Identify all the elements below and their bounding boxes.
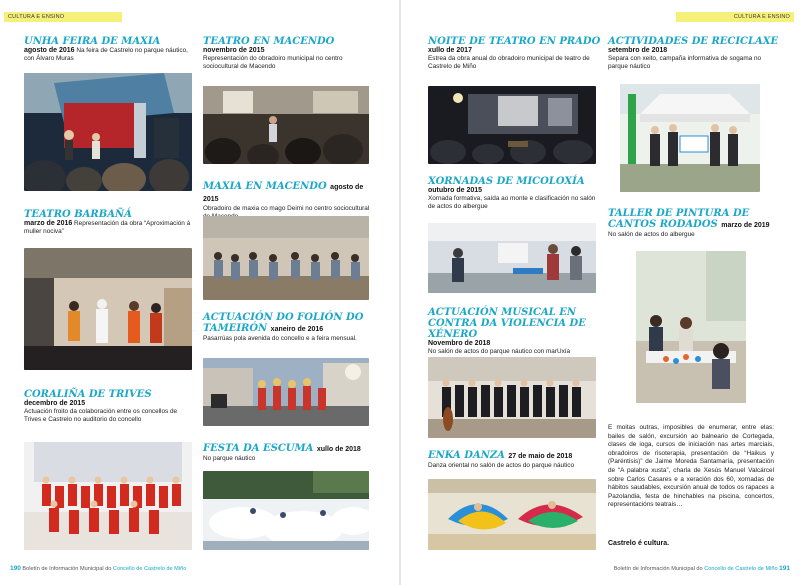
- article-enka: [428, 450, 603, 470]
- article-description: Estrea da obra anual do obradoiro municipal de teatro de Castrelo de Miño: [428, 55, 590, 71]
- page-number-left: 190: [10, 565, 21, 572]
- article-description: No salón de actos do albergue: [608, 231, 695, 238]
- photo-magic-show: [24, 73, 192, 191]
- footer-highlight: Concello de Castrelo de Miño: [112, 566, 187, 572]
- page-spine: [399, 0, 401, 585]
- article-date: Novembro de 2018: [428, 340, 491, 347]
- footer-left: [10, 565, 186, 572]
- article-date: marzo de 2016: [24, 220, 73, 227]
- photo-musical-group: [428, 357, 596, 438]
- article-date: agosto de 2015: [203, 184, 364, 203]
- article-musical: [428, 307, 603, 356]
- article-title: ENKA DANZA: [428, 450, 505, 461]
- footer-highlight: Concello de Castrelo de Miño: [704, 566, 778, 572]
- article-description: Pasarrúas pola avenida do concello e a feira mensual.: [203, 335, 357, 342]
- article-pintura: [608, 208, 780, 239]
- photo-painting-workshop: [636, 251, 746, 403]
- photo-magic-macendo: [203, 216, 369, 300]
- article-title: TEATRO EN MACENDO: [203, 36, 335, 47]
- photo-choir: [24, 442, 192, 550]
- photo-foam-party: [203, 471, 369, 550]
- article-title: TEATRO BARBAÑÁ: [24, 209, 132, 220]
- article-escuma: [203, 443, 378, 463]
- article-date: xaneiro de 2016: [270, 326, 324, 333]
- article-noite-teatro: [428, 36, 603, 72]
- photo-theatre-barbana: [24, 248, 192, 370]
- photo-folion-parade: [203, 358, 369, 426]
- section-tag-left: CULTURA E ENSINO: [4, 12, 122, 22]
- photo-dance: [428, 479, 596, 550]
- photo-night-theatre: [428, 86, 596, 164]
- footer-text: Boletín de Información Municipal do: [613, 566, 703, 572]
- footer-text: Boletín de Información Municipal do: [22, 566, 112, 572]
- article-title: CORALIÑA DE TRIVES: [24, 389, 152, 400]
- closing-paragraph: E moitas outras, imposibles de enumerar, entre elas: bailes de salón, excursión ao balneario de Cortegada, clases de ioga, cursos de iniciación nas artes marciais, obradoiros de risoterapia, presentación de “Haikus y (Paréntisis)” de Jaime Moreda Santamaría, presentación de “A palabra xusta”, charla de Xesús Manuel Valcárcel sobre Carlos Casares e a xeración dos 60, xornadas de hábitos saudables, excursión anual de todos os rapaces a Pazolandia, festa de hinchables na piscina, concertos, representacións teatrais…: [608, 424, 774, 509]
- footer-right: [614, 565, 790, 572]
- article-date: decembro de 2015: [24, 400, 86, 407]
- article-date: setembro de 2018: [608, 47, 668, 54]
- article-description: Representación do obradoiro municipal no centro sociocultural de Macendo: [203, 55, 343, 71]
- article-date: agosto de 2016: [24, 47, 75, 54]
- article-teatro-barbana: [24, 209, 194, 236]
- closing-line: Castrelo é cultura.: [608, 540, 670, 547]
- article-date: xullo de 2017: [428, 47, 472, 54]
- article-description: Separa con xeito, campaña informativa de sogama no parque náutico: [608, 55, 762, 71]
- article-description: Representación da obra “Aproximación á muller nociva”: [24, 220, 191, 236]
- article-description: Danza oriental no salón de actos do parque náutico: [428, 462, 575, 469]
- article-description: Actuación froito da colaboración entre os concellos de Trives e Castrelo no auditorio do concello: [24, 408, 178, 424]
- article-date: marzo de 2019: [721, 222, 770, 229]
- article-description: Xornada formativa, saída ao monte e clasificación no salón de actos do albergue: [428, 195, 596, 211]
- article-description: No salón de actos do parque náutico con marUxía: [428, 348, 571, 356]
- article-title: UNHA FEIRA DE MAXIA: [24, 36, 161, 47]
- article-micoloxia: [428, 176, 603, 212]
- article-title: XORNADAS DE MICOLOXÍA: [428, 176, 585, 187]
- article-date: novembro de 2015: [203, 47, 265, 54]
- article-description: Na feira de Castrelo no parque náutico, con Álvaro Muras: [24, 47, 188, 63]
- article-date: xullo de 2018: [316, 446, 361, 453]
- article-title: FESTA DA ESCUMA: [203, 443, 314, 454]
- article-date: outubro de 2015: [428, 187, 483, 194]
- photo-theatre-macendo: [203, 86, 369, 164]
- article-title: ACTUACIÓN DO FOLIÓN DO TAMEIRÓN: [203, 312, 364, 334]
- section-tag-right: CULTURA E ENSINO: [676, 12, 794, 22]
- article-coralina: [24, 389, 194, 425]
- article-title: MAXIA EN MACENDO: [203, 181, 327, 192]
- article-title: TALLER DE PINTURA DE CANTOS RODADOS: [608, 208, 750, 230]
- photo-recycling: [620, 84, 760, 192]
- article-date: 27 de maio de 2018: [508, 453, 573, 460]
- article-title: ACTIVIDADES DE RECICLAXE: [608, 36, 779, 47]
- article-folion: [203, 312, 378, 343]
- article-feira-maxia: [24, 36, 194, 63]
- photo-mycology: [428, 223, 596, 293]
- page-number-right: 191: [779, 565, 790, 572]
- article-description: Obradoiro de maxia co mago Deimi no centro sociocultural: [203, 205, 370, 212]
- article-title: NOITE DE TEATRO EN PRADO: [428, 36, 601, 47]
- article-description: No parque náutico: [203, 455, 256, 462]
- article-reciclaxe: [608, 36, 780, 72]
- article-teatro-macendo: [203, 36, 378, 72]
- article-title: ACTUACIÓN MUSICAL EN CONTRA DA VIOLENCIA DE XÉNERO: [428, 307, 586, 340]
